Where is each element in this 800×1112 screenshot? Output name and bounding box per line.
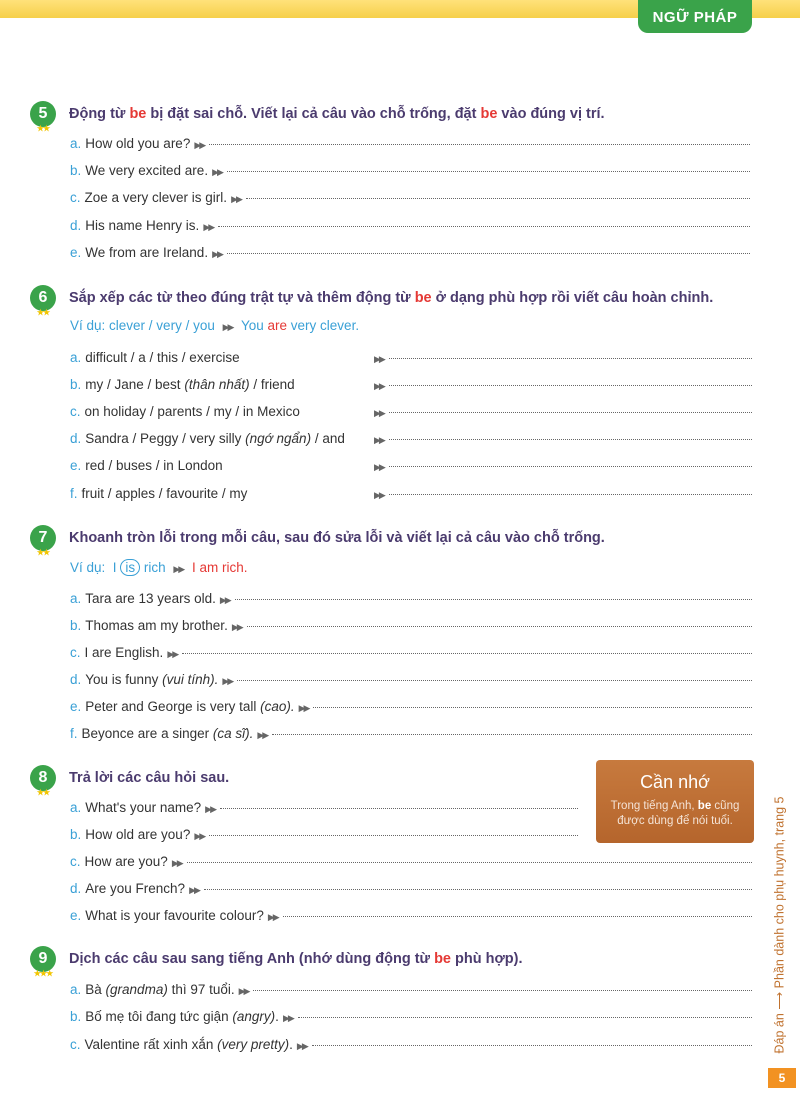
- exercise-9-item-b: b. Bố mẹ tôi đang tức giận (angry) . ▶▶: [70, 1009, 752, 1024]
- answer-line[interactable]: [227, 252, 750, 254]
- exercise-6-example: Ví dụ: clever / very / you ▶▶ You are very clever.: [70, 318, 360, 333]
- exercise-5-item-e: e. We from are Ireland. ▶▶: [70, 245, 750, 260]
- arrow-icon: ▶▶: [205, 804, 215, 814]
- difficulty-stars-icon: ★★: [36, 548, 50, 557]
- circled-error: is: [120, 559, 140, 576]
- exercise-8-item-a: a. What's your name? ▶▶: [70, 800, 578, 815]
- exercise-6-header: [30, 285, 714, 317]
- answer-line[interactable]: [389, 357, 752, 359]
- exercise-9-item-c: c. Valentine rất xinh xắn (very pretty) . ▶▶: [70, 1037, 752, 1052]
- arrow-icon: ▶▶: [167, 649, 178, 659]
- exercise-7-header: [30, 525, 605, 557]
- arrow-icon: ▶▶: [222, 676, 233, 686]
- exercise-5-badge: 5 ★★: [30, 101, 56, 127]
- arrow-icon: ▶▶: [238, 986, 249, 996]
- arrow-icon: ▶▶: [374, 381, 384, 391]
- answer-line[interactable]: [272, 733, 752, 735]
- exercise-7-item-c: c. I are English. ▶▶: [70, 645, 752, 660]
- arrow-icon: ▶▶: [282, 1013, 293, 1023]
- exercise-6-item-c: c. on holiday / parents / my / in Mexico ▶▶: [70, 404, 752, 419]
- exercise-8-item-e: e. What is your favourite colour? ▶▶: [70, 908, 752, 923]
- exercise-5-header: [30, 101, 605, 133]
- exercise-7-example: Ví dụ: I is rich ▶▶ I am rich.: [70, 560, 248, 575]
- exercise-8-item-c: c. How are you? ▶▶: [70, 854, 752, 869]
- exercise-6-title: Sắp xếp các từ theo đúng trật tự và thêm động từ be ở dạng phù hợp rồi viết câu hoàn chỉnh.: [69, 290, 714, 306]
- exercise-7-item-b: b. Thomas am my brother. ▶▶: [70, 618, 752, 633]
- answer-line[interactable]: [283, 915, 752, 917]
- exercise-7-item-e: e. Peter and George is very tall (cao). ▶▶: [70, 699, 752, 714]
- remember-text: Trong tiếng Anh, be cũng được dùng để nói tuổi.: [610, 800, 740, 827]
- difficulty-stars-icon: ★★: [36, 308, 50, 317]
- answer-line[interactable]: [237, 679, 752, 681]
- exercise-6-item-b: b. my / Jane / best (thân nhất) / friend ▶▶: [70, 377, 752, 392]
- difficulty-stars-icon: ★★★: [33, 969, 53, 978]
- answer-line[interactable]: [182, 652, 752, 654]
- exercise-7-item-d: d. You is funny (vui tính). ▶▶: [70, 672, 752, 687]
- answer-line[interactable]: [220, 807, 578, 809]
- arrow-icon: ▶▶: [219, 595, 230, 605]
- exercise-7-badge: 7 ★★: [30, 525, 56, 551]
- exercise-9-header: [30, 946, 523, 978]
- exercise-7-title: Khoanh tròn lỗi trong mỗi câu, sau đó sửa lỗi và viết lại cả câu vào chỗ trống.: [69, 530, 605, 546]
- answer-line[interactable]: [313, 706, 752, 708]
- exercise-8-item-b: b. How old are you? ▶▶: [70, 827, 578, 842]
- answer-line[interactable]: [389, 384, 752, 386]
- arrow-icon: ▶▶: [374, 490, 384, 500]
- arrow-icon: ▶▶: [267, 912, 278, 922]
- exercise-5-item-b: b. We very excited are. ▶▶: [70, 163, 750, 178]
- answer-line[interactable]: [253, 989, 752, 991]
- arrow-icon: ▶▶: [212, 249, 222, 259]
- arrow-icon: ▶▶: [194, 140, 205, 150]
- exercise-7-item-f: f. Beyonce are a singer (ca sĩ). ▶▶: [70, 726, 752, 741]
- page-number: 5: [768, 1068, 796, 1088]
- difficulty-stars-icon: ★★: [36, 124, 50, 133]
- arrow-icon: ▶▶: [189, 885, 199, 895]
- exercise-9-title: Dịch các câu sau sang tiếng Anh (nhớ dùng động từ be phù hợp).: [69, 951, 523, 967]
- answer-line[interactable]: [247, 625, 752, 627]
- arrow-icon: ▶▶: [173, 564, 184, 574]
- exercise-8-header: [30, 765, 230, 797]
- exercise-6-item-a: a. difficult / a / this / exercise ▶▶: [70, 350, 752, 365]
- exercise-9-badge: 9 ★★★: [30, 946, 56, 972]
- exercise-9-item-a: a. Bà (grandma) thì 97 tuổi. ▶▶: [70, 982, 752, 997]
- arrow-icon: ▶▶: [374, 435, 384, 445]
- section-tag: NGỮ PHÁP: [638, 0, 752, 33]
- answer-line[interactable]: [227, 170, 750, 172]
- arrow-icon: ▶▶: [298, 703, 309, 713]
- arrow-icon: ▶▶: [222, 322, 233, 332]
- answer-line[interactable]: [187, 861, 752, 863]
- exercise-8-badge: 8 ★★: [30, 765, 56, 791]
- exercise-6-item-d: d. Sandra / Peggy / very silly (ngớ ngẩn) / and ▶▶: [70, 431, 752, 446]
- remember-title: Cần nhớ: [640, 772, 710, 792]
- exercise-5-item-a: a. How old you are? ▶▶: [70, 136, 750, 151]
- exercise-8-item-d: d. Are you French? ▶▶: [70, 881, 752, 896]
- difficulty-stars-icon: ★★: [36, 788, 50, 797]
- answer-line[interactable]: [218, 225, 750, 227]
- answer-line[interactable]: [389, 438, 752, 440]
- answer-key-sidebar: Đáp án ⟶ Phần dành cho phụ huynh, trang 5: [772, 796, 787, 1054]
- answer-line[interactable]: [235, 598, 752, 600]
- exercise-5-item-c: c. Zoe a very clever is girl. ▶▶: [70, 190, 750, 205]
- arrow-icon: ▶▶: [194, 831, 205, 841]
- answer-line[interactable]: [204, 888, 752, 890]
- arrow-icon: ▶▶: [231, 622, 242, 632]
- exercise-6-item-e: e. red / buses / in London ▶▶: [70, 458, 752, 473]
- answer-line[interactable]: [209, 143, 750, 145]
- answer-line[interactable]: [209, 834, 578, 836]
- remember-box: [596, 760, 754, 843]
- exercise-8-title: Trả lời các câu hỏi sau.: [69, 770, 230, 786]
- exercise-6-item-f: f. fruit / apples / favourite / my ▶▶: [70, 486, 752, 501]
- arrow-icon: ▶▶: [374, 408, 384, 418]
- answer-line[interactable]: [312, 1044, 752, 1046]
- arrow-icon: ▶▶: [374, 354, 384, 364]
- arrow-icon: ▶▶: [257, 730, 268, 740]
- arrow-icon: ▶▶: [374, 462, 384, 472]
- arrow-icon: ▶▶: [171, 858, 182, 868]
- answer-line[interactable]: [246, 197, 750, 199]
- exercise-7-item-a: a. Tara are 13 years old. ▶▶: [70, 591, 752, 606]
- arrow-icon: ▶▶: [231, 194, 241, 204]
- arrow-icon: ▶▶: [203, 222, 214, 232]
- exercise-5-item-d: d. His name Henry is. ▶▶: [70, 218, 750, 233]
- answer-line[interactable]: [389, 493, 752, 495]
- exercise-6-badge: 6 ★★: [30, 285, 56, 311]
- exercise-5-title: Động từ be bị đặt sai chỗ. Viết lại cả câu vào chỗ trống, đặt be vào đúng vị trí.: [69, 106, 605, 122]
- arrow-icon: ▶▶: [296, 1041, 307, 1051]
- answer-line[interactable]: [389, 411, 752, 413]
- arrow-icon: ▶▶: [212, 167, 222, 177]
- answer-line[interactable]: [298, 1016, 752, 1018]
- answer-line[interactable]: [389, 465, 752, 467]
